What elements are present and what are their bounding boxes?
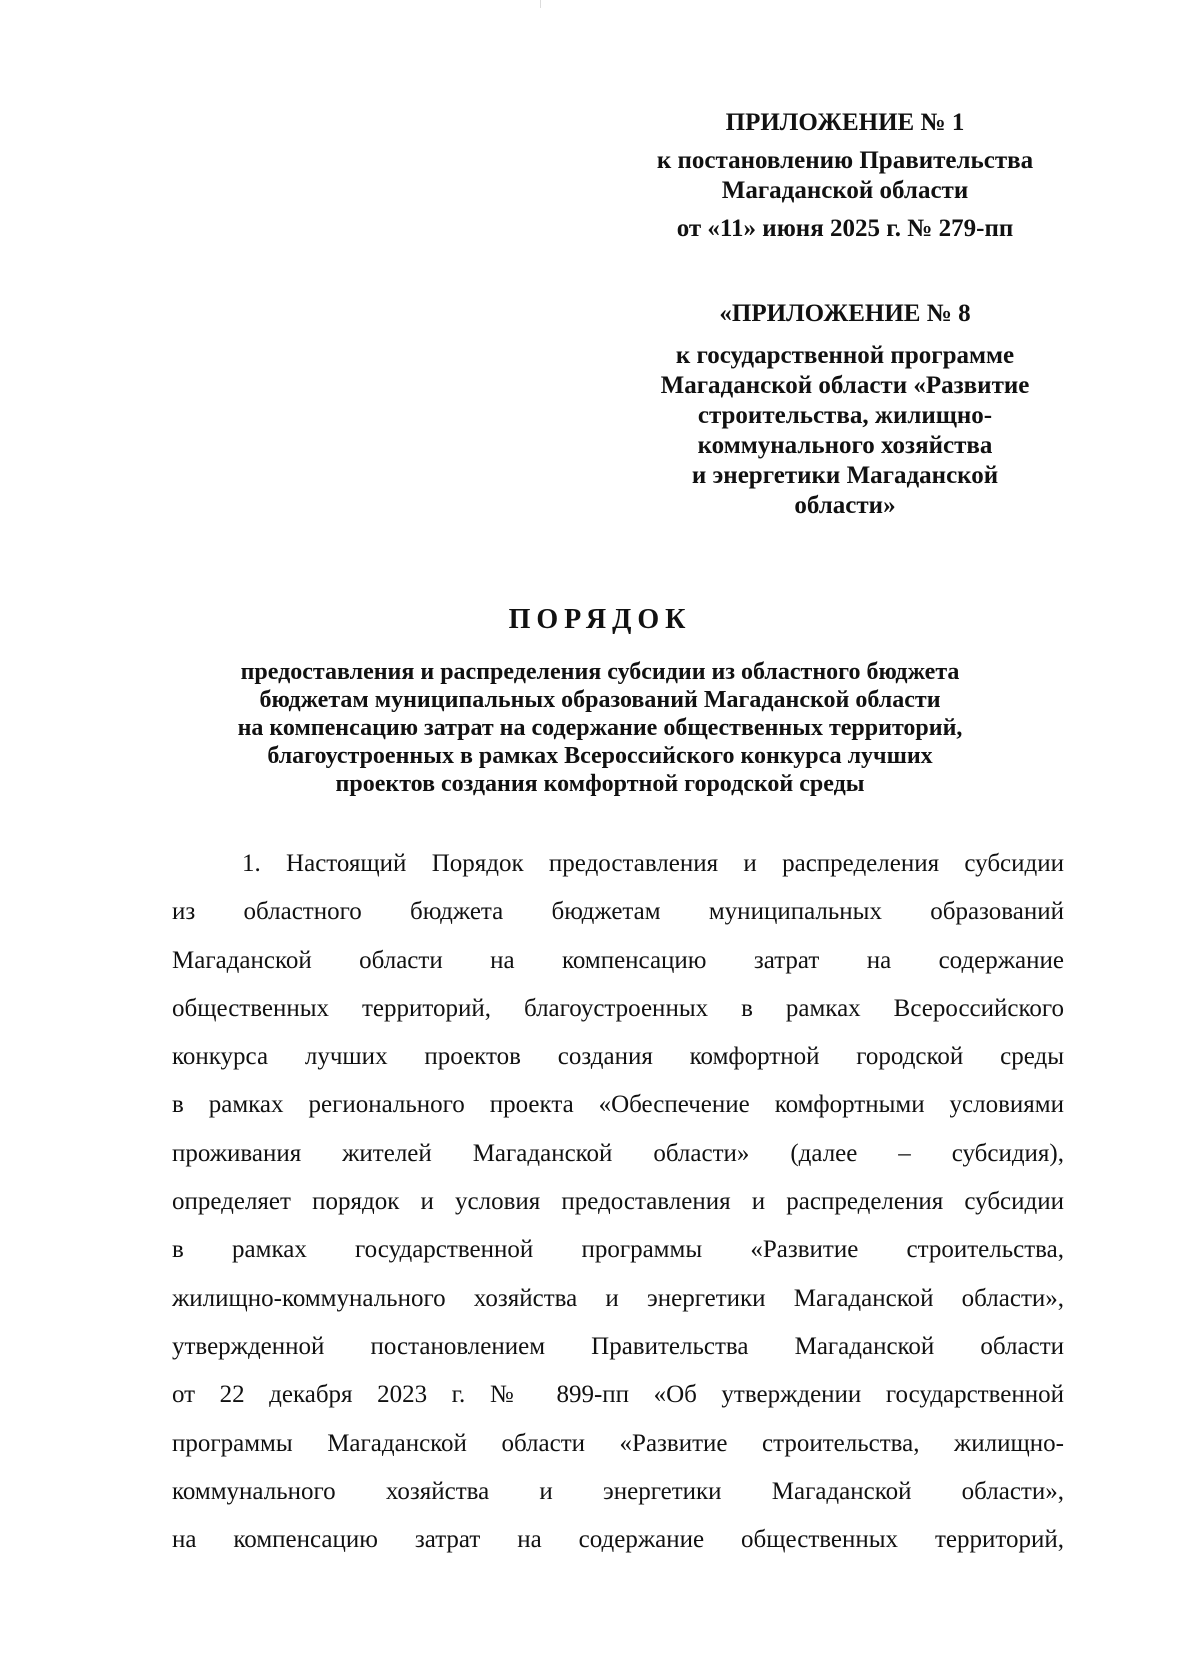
annex-8-line: строительства, жилищно- <box>697 402 993 429</box>
body-line: коммунального хозяйства и энергетики Магаданской области», <box>172 1477 1064 1505</box>
body-line: от 22 декабря 2023 г. № 899-пп «Об утверждении государственной <box>172 1381 1064 1409</box>
body-line: жилищно-коммунального хозяйства и энергетики Магаданской области», <box>172 1284 1064 1312</box>
body-line: в рамках государственной программы «Развитие строительства, <box>172 1236 1064 1264</box>
body-paragraph <box>172 840 1064 1564</box>
document-heading: ПОРЯДОК <box>508 604 692 635</box>
annex-1-date-line: от «11» июня 2025 г. № 279-пп <box>676 215 1014 242</box>
document-subtitle <box>60 658 1140 798</box>
body-line: из областного бюджета бюджетам муниципальных образований <box>172 898 1064 926</box>
subtitle-line: благоустроенных в рамках Всероссийского конкурса лучших <box>267 743 933 769</box>
body-line: Магаданской области на компенсацию затрат на содержание <box>172 946 1064 974</box>
annex-8-line: коммунального хозяйства <box>697 432 993 459</box>
subtitle-line: бюджетам муниципальных образований Магаданской области <box>259 687 941 713</box>
body-line: определяет порядок и условия предоставления и распределения субсидии <box>172 1188 1064 1216</box>
subtitle-line: проектов создания комфортной городской среды <box>335 771 865 797</box>
body-line: утвержденной постановлением Правительства Магаданской области <box>172 1332 1064 1360</box>
annex-8-title: «ПРИЛОЖЕНИЕ № 8 <box>719 300 971 327</box>
annex-8-line: к государственной программе <box>675 342 1015 369</box>
body-line: общественных территорий, благоустроенных в рамках Всероссийского <box>172 994 1064 1022</box>
body-line: конкурса лучших проектов создания комфортной городской среды <box>172 1043 1064 1071</box>
annex-8-line: области» <box>794 492 896 519</box>
subtitle-line: на компенсацию затрат на содержание общественных территорий, <box>237 715 963 741</box>
annex-1-line: к постановлению Правительства <box>656 147 1034 174</box>
body-line: программы Магаданской области «Развитие строительства, жилищно- <box>172 1429 1064 1457</box>
annex-1-block <box>560 108 1130 244</box>
annex-1-line: Магаданской области <box>721 177 969 204</box>
annex-1-title: ПРИЛОЖЕНИЕ № 1 <box>725 109 965 136</box>
annex-8-block <box>560 299 1130 521</box>
annex-8-line: Магаданской области «Развитие <box>660 372 1030 399</box>
body-line: проживания жителей Магаданской области» (далее – субсидия), <box>172 1139 1064 1167</box>
body-line: в рамках регионального проекта «Обеспечение комфортными условиями <box>172 1091 1064 1119</box>
body-line: на компенсацию затрат на содержание общественных территорий, <box>172 1526 1064 1554</box>
document-title-block <box>60 600 1140 798</box>
subtitle-line: предоставления и распределения субсидии из областного бюджета <box>240 659 960 685</box>
body-line: 1. Настоящий Порядок предоставления и распределения субсидии <box>242 850 1064 877</box>
scan-artifact <box>540 0 541 8</box>
annex-8-line: и энергетики Магаданской <box>691 462 999 489</box>
